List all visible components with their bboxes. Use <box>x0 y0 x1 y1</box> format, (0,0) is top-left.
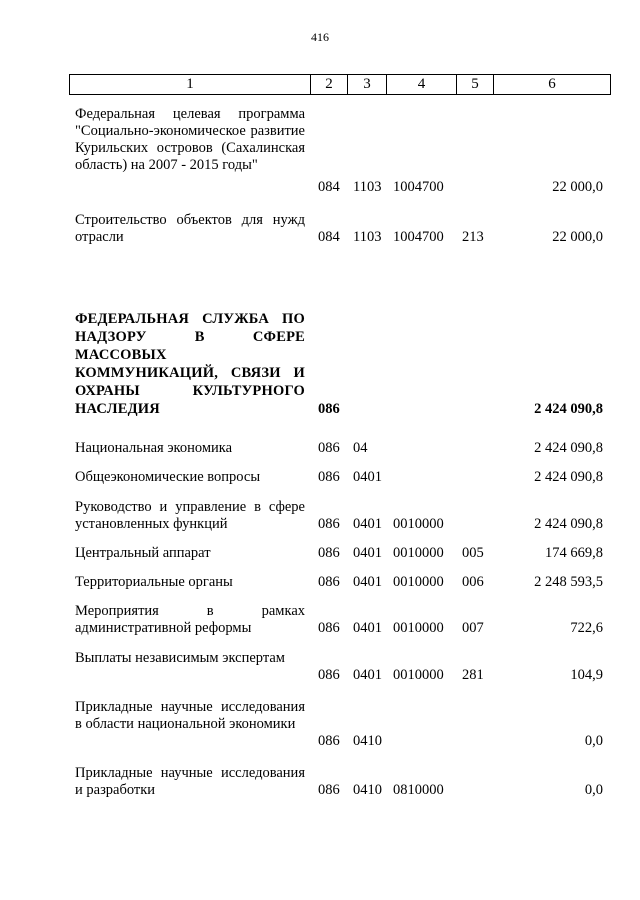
row-target: 1004700 <box>393 179 444 195</box>
column-header-5: 5 <box>457 75 494 95</box>
row-amount: 2 424 090,8 <box>534 469 603 485</box>
budget-row <box>0 699 640 750</box>
row-name: Прикладные научные исследования в области национальной экономики <box>75 699 305 732</box>
row-section: 0410 <box>353 782 382 798</box>
row-name: Мероприятия в рамках административной реформы <box>75 603 305 636</box>
row-section: 1103 <box>353 229 382 245</box>
column-header-2: 2 <box>311 75 348 95</box>
column-header-6: 6 <box>494 75 611 95</box>
row-type: 281 <box>462 667 484 683</box>
row-name: Руководство и управление в сфере установленных функций <box>75 499 305 532</box>
row-ministry: 086 <box>318 545 340 561</box>
row-target: 0010000 <box>393 574 444 590</box>
row-section: 1103 <box>353 179 382 195</box>
budget-row <box>0 469 640 486</box>
row-ministry: 086 <box>318 667 340 683</box>
row-amount: 2 248 593,5 <box>534 574 603 590</box>
row-name: Прикладные научные исследования и разработки <box>75 765 305 798</box>
row-type: 213 <box>462 229 484 245</box>
budget-row <box>0 765 640 799</box>
agency-heading-row <box>0 310 640 418</box>
row-amount: 0,0 <box>584 733 603 749</box>
row-ministry: 084 <box>318 229 340 245</box>
row-section: 04 <box>353 440 368 456</box>
row-ministry: 084 <box>318 179 340 195</box>
row-target: 0810000 <box>393 782 444 798</box>
budget-row <box>0 545 640 562</box>
row-section: 0401 <box>353 516 382 532</box>
row-ministry: 086 <box>318 469 340 485</box>
row-section: 0410 <box>353 733 382 749</box>
row-target: 0010000 <box>393 667 444 683</box>
budget-row <box>0 440 640 457</box>
page-number: 416 <box>311 30 329 44</box>
column-header-table <box>69 74 611 95</box>
row-type: 007 <box>462 620 484 636</box>
row-ministry: 086 <box>318 620 340 636</box>
budget-row <box>0 574 640 591</box>
budget-row <box>0 212 640 246</box>
row-amount: 174 669,8 <box>545 545 603 561</box>
row-section: 0401 <box>353 545 382 561</box>
row-target: 1004700 <box>393 229 444 245</box>
row-ministry: 086 <box>318 782 340 798</box>
row-amount: 2 424 090,8 <box>534 440 603 456</box>
row-section: 0401 <box>353 620 382 636</box>
row-amount: 2 424 090,8 <box>534 516 603 532</box>
row-name: Территориальные органы <box>75 574 233 590</box>
row-target: 0010000 <box>393 545 444 561</box>
row-name: Выплаты независимым экспертам <box>75 650 285 666</box>
column-header-row <box>70 75 611 95</box>
row-amount: 722,6 <box>570 620 603 636</box>
row-amount: 22 000,0 <box>552 229 603 245</box>
agency-name: ФЕДЕРАЛЬНАЯ СЛУЖБА ПО НАДЗОРУ В СФЕРЕ МАССОВЫХ КОММУНИКАЦИЙ, СВЯЗИ И ОХРАНЫ КУЛЬТУРНОГО НАСЛЕДИЯ <box>75 311 305 417</box>
budget-row <box>0 106 640 196</box>
column-header-1: 1 <box>70 75 311 95</box>
row-target: 0010000 <box>393 620 444 636</box>
row-amount: 104,9 <box>570 667 603 683</box>
row-ministry: 086 <box>318 574 340 590</box>
row-name: Национальная экономика <box>75 440 233 456</box>
row-amount: 2 424 090,8 <box>534 401 603 417</box>
budget-row <box>0 603 640 637</box>
row-type: 005 <box>462 545 484 561</box>
row-amount: 0,0 <box>584 782 603 798</box>
row-section: 0401 <box>353 574 382 590</box>
row-ministry: 086 <box>318 733 340 749</box>
column-header-4: 4 <box>387 75 457 95</box>
row-section: 0401 <box>353 667 382 683</box>
row-name: Общеэкономические вопросы <box>75 469 261 485</box>
row-section: 0401 <box>353 469 382 485</box>
row-ministry: 086 <box>318 401 340 417</box>
column-header-3: 3 <box>348 75 387 95</box>
row-target: 0010000 <box>393 516 444 532</box>
row-ministry: 086 <box>318 440 340 456</box>
budget-row <box>0 650 640 684</box>
budget-row <box>0 499 640 533</box>
row-name: Центральный аппарат <box>75 545 211 561</box>
row-name: Федеральная целевая программа "Социально-экономическое развитие Курильских островов (Сахалинская область) на 2007 - 2015 годы" <box>75 106 305 173</box>
row-type: 006 <box>462 574 484 590</box>
row-amount: 22 000,0 <box>552 179 603 195</box>
row-name: Строительство объектов для нужд отрасли <box>75 212 305 245</box>
row-ministry: 086 <box>318 516 340 532</box>
